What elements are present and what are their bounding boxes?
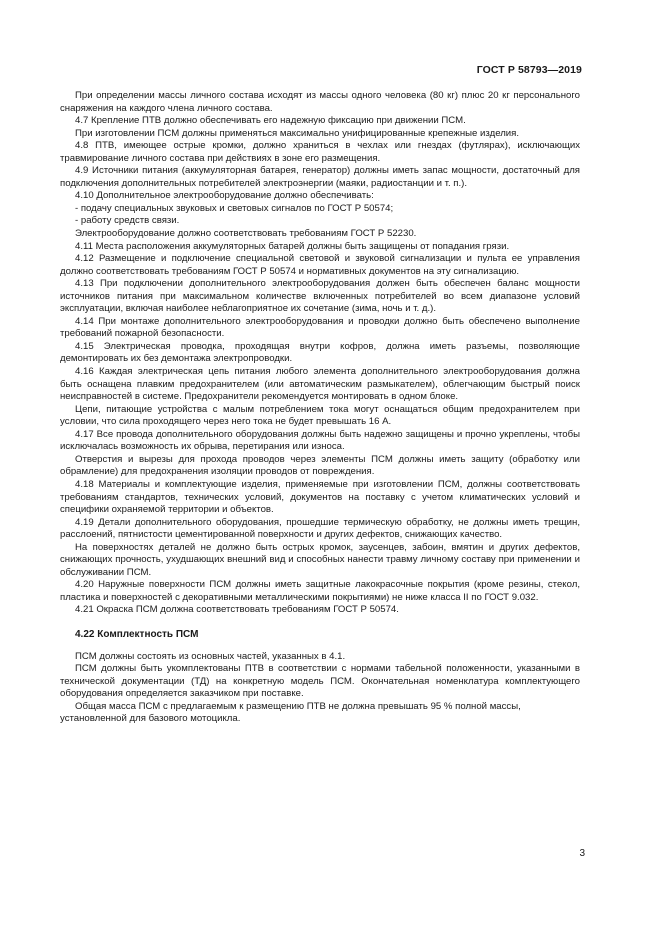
document-header: ГОСТ Р 58793—2019 [476,64,582,76]
paragraph: Электрооборудование должно соответствовать требованиям ГОСТ Р 52230. [75,228,417,240]
list-item: - подачу специальных звуковых и световых сигналов по ГОСТ Р 50574; [75,202,394,214]
document-body [60,90,580,726]
paragraph: На поверхностях деталей не должно быть острых кромок, заусенцев, забоин, вмятин и других дефектов, снижающих прочность, ухудшающих внешний вид и способных нанести травму личному составу при применении и обслуживании ПСМ. [60,541,580,578]
paragraph: 4.15 Электрическая проводка, проходящая внутри кофров, должна иметь разъемы, позволяющие демонтировать их без демонтажа электропроводки. [60,340,580,365]
paragraph: 4.12 Размещение и подключение специальной световой и звуковой сигнализации и пульта ее управления должно соответствовать требованиям ГОСТ Р 50574 и нормативных документов на эту сигнализацию. [60,253,580,277]
section-heading: 4.22 Комплектность ПСМ [75,628,199,640]
paragraph: 4.16 Каждая электрическая цепь питания любого элемента дополнительного электрооборудования должна быть оснащена плавким предохранителем (или автоматическим размыкателем), облегчающим быстрый поиск неисправностей в системе. Предохранители рекомендуется монтировать в одном блоке. [60,366,580,403]
paragraph: ПСМ должны состоять из основных частей, указанных в 4.1. [75,650,346,662]
paragraph: 4.20 Наружные поверхности ПСМ должны иметь защитные лакокрасочные покрытия (кроме резины, стекол, пластика и поверхностей с декоративными металлическими покрытиями) не ниже класса II по ГОСТ 9.032. [60,579,580,603]
page-number: 3 [579,848,585,859]
paragraph: 4.21 Окраска ПСМ должна соответствовать требованиям ГОСТ Р 50574. [75,604,399,616]
paragraph: 4.13 При подключении дополнительного электрооборудования должен быть обеспечен баланс мощности источников питания при максимальном количестве включенных потребителей во всем диапазоне условий эксплуатации, включая наиболее неблагоприятное их сочетание (зима, ночь и т. д.). [60,278,580,315]
paragraph: 4.8 ПТВ, имеющее острые кромки, должно храниться в чехлах или гнездах (футлярах), исключающих травмирование личного состава при действиях в зоне его размещения. [60,140,580,164]
paragraph: Отверстия и вырезы для прохода проводов через элементы ПСМ должны иметь защиту (обработку или обрамление) для предохранения изоляции проводов от повреждения. [60,453,580,478]
paragraph: 4.11 Места расположения аккумуляторных батарей должны быть защищены от попадания грязи. [75,240,510,252]
paragraph: Общая масса ПСМ с предлагаемым к размещению ПТВ не должна превышать 95 % полной массы, установленной для базового мотоцикла. [60,700,521,725]
paragraph: 4.10 Дополнительное электрооборудование должно обеспечивать: [75,190,374,202]
paragraph: 4.19 Детали дополнительного оборудования, прошедшие термическую обработку, не должны иметь трещин, расслоений, пятнистости цементированной поверхности и других дефектов, снижающих качество. [60,516,580,541]
paragraph: При изготовлении ПСМ должны применяться максимально унифицированные крепежные изделия. [75,127,520,139]
paragraph: 4.14 При монтаже дополнительного электрооборудования и проводки должно быть обеспечено выполнение требований пожарной безопасности. [60,315,580,340]
paragraph: ПСМ должны быть укомплектованы ПТВ в соответствии с нормами табельной положенности, указанными в технической документации (ТД) на конкретную модель ПСМ. Окончательная номенклатура комплектующего оборудования определяется заказчиком при поставке. [60,663,580,700]
paragraph: При определении массы личного состава исходят из массы одного человека (80 кг) плюс 20 кг персонального снаряжения на каждого члена личного состава. [60,90,580,114]
paragraph: Цепи, питающие устройства с малым потреблением тока могут оснащаться общим предохранителем при условии, что сила проходящего через него тока не будет превышать 16 А. [60,403,580,428]
list-item: - работу средств связи. [75,215,180,227]
paragraph: 4.18 Материалы и комплектующие изделия, применяемые при изготовлении ПСМ, должны соответствовать требованиям стандартов, технических условий, документов на поставку с учетом климатических условий и специфики охраняемой территории и объектов. [60,478,580,516]
paragraph: 4.17 Все провода дополнительного оборудования должны быть надежно защищены и прочно укреплены, чтобы исключалась возможность их обрыва, перетирания или износа. [60,428,580,453]
paragraph: 4.9 Источники питания (аккумуляторная батарея, генератор) должны иметь запас мощности, достаточный для подключения дополнительных потребителей электроэнергии (маяки, радиостанции и т. п.). [60,165,580,189]
paragraph: 4.7 Крепление ПТВ должно обеспечивать его надежную фиксацию при движении ПСМ. [75,115,466,127]
